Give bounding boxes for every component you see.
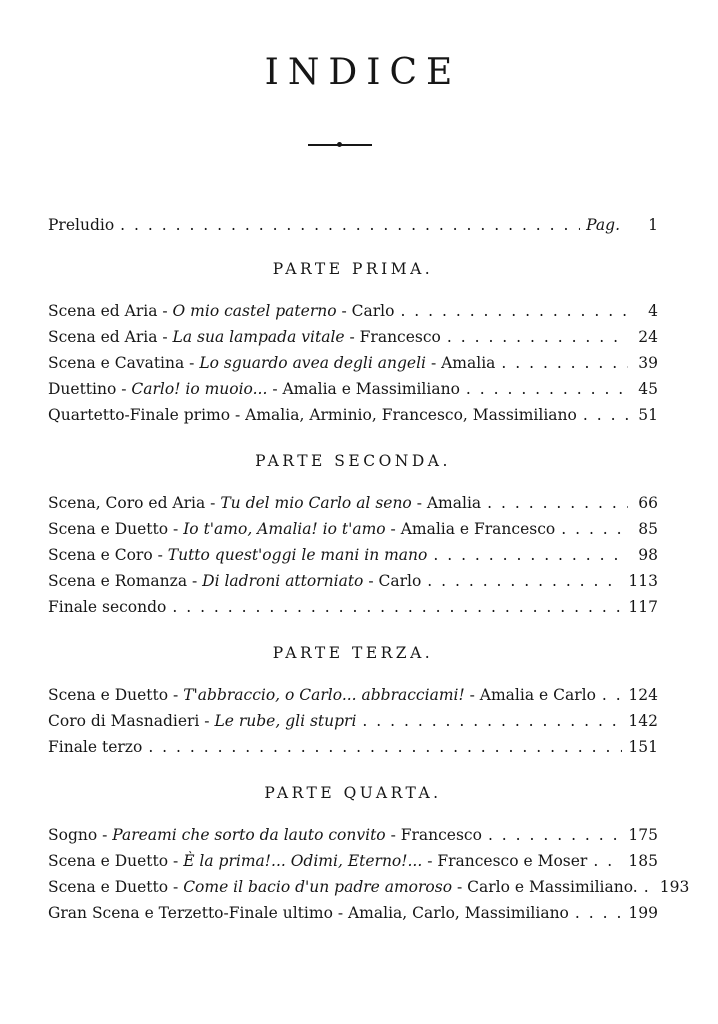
dot-leader bbox=[644, 874, 654, 900]
entry-title: Scena e Duetto - È la prima!... Odimi, Eterno!... - Francesco e Moser bbox=[48, 852, 588, 870]
dot-leader bbox=[427, 568, 622, 594]
entry-title: Finale terzo bbox=[48, 738, 143, 756]
toc-entry bbox=[48, 708, 658, 734]
page-number: 124 bbox=[628, 686, 658, 704]
toc-entry-preludio bbox=[48, 212, 658, 238]
dot-leader bbox=[120, 212, 580, 238]
toc-entry bbox=[48, 298, 658, 324]
page-number: 193 bbox=[659, 878, 690, 896]
entry-title: Scena e Coro - Tutto quest'oggi le mani in mano bbox=[48, 546, 428, 564]
dot-leader bbox=[487, 490, 628, 516]
part-heading: PARTE SECONDA. bbox=[255, 452, 451, 470]
entry-title: Scena e Cavatina - Lo sguardo avea degli angeli - Amalia bbox=[48, 354, 496, 372]
dot-leader bbox=[400, 298, 628, 324]
page-number: 117 bbox=[628, 598, 658, 616]
toc-entry bbox=[48, 682, 658, 708]
toc-entry bbox=[48, 376, 658, 402]
page-number: 98 bbox=[638, 546, 658, 564]
entry-title: Sogno - Pareami che sorto da lauto convito - Francesco bbox=[48, 826, 482, 844]
toc-entry bbox=[48, 900, 658, 926]
page-number: 66 bbox=[638, 494, 658, 512]
entry-title: Scena e Duetto - T'abbraccio, o Carlo... abbracciami! - Amalia e Carlo bbox=[48, 686, 596, 704]
entry-title: Quartetto-Finale primo - Amalia, Arminio, Francesco, Massimiliano bbox=[48, 406, 577, 424]
title-ornament bbox=[308, 144, 372, 146]
page-number: 51 bbox=[638, 406, 658, 424]
entry-title: Duettino - Carlo! io muoio... - Amalia e Massimiliano bbox=[48, 380, 460, 398]
page-number: 24 bbox=[638, 328, 658, 346]
toc-entry bbox=[48, 822, 658, 848]
entry-title: Scena e Duetto - Come il bacio d'un padre amoroso - Carlo e Massimiliano. bbox=[48, 878, 638, 896]
entry-title: Scena e Romanza - Di ladroni attorniato - Carlo bbox=[48, 572, 422, 590]
dot-leader bbox=[148, 734, 622, 760]
page-title: INDICE bbox=[264, 52, 462, 93]
toc-entry bbox=[48, 874, 690, 900]
toc-entry bbox=[48, 402, 658, 428]
page-number: 85 bbox=[638, 520, 658, 538]
dot-leader bbox=[561, 516, 628, 542]
toc-entry bbox=[48, 734, 658, 760]
part-heading: PARTE PRIMA. bbox=[272, 260, 434, 278]
page-number: 199 bbox=[628, 904, 658, 922]
toc-entry bbox=[48, 490, 658, 516]
dot-leader bbox=[583, 402, 628, 428]
dot-leader bbox=[447, 324, 628, 350]
entry-title: Scena e Duetto - Io t'amo, Amalia! io t'amo - Amalia e Francesco bbox=[48, 520, 556, 538]
toc-entry bbox=[48, 594, 658, 620]
page-number: 142 bbox=[628, 712, 658, 730]
page-number: 113 bbox=[628, 572, 658, 590]
entry-title: Preludio bbox=[48, 216, 115, 234]
toc-entry bbox=[48, 516, 658, 542]
part-heading: PARTE TERZA. bbox=[272, 644, 434, 662]
dot-leader bbox=[433, 542, 628, 568]
page-number: 1 bbox=[648, 216, 658, 234]
toc-entry bbox=[48, 542, 658, 568]
entry-title: Coro di Masnadieri - Le rube, gli stupri bbox=[48, 712, 357, 730]
dot-leader bbox=[362, 708, 622, 734]
toc-entry bbox=[48, 324, 658, 350]
page-number: 151 bbox=[628, 738, 658, 756]
page-number: 39 bbox=[638, 354, 658, 372]
toc-entry bbox=[48, 568, 658, 594]
dot-leader bbox=[575, 900, 623, 926]
dot-leader bbox=[488, 822, 622, 848]
dot-leader bbox=[466, 376, 628, 402]
toc-entry bbox=[48, 848, 658, 874]
page-number: 175 bbox=[628, 826, 658, 844]
page-number: 185 bbox=[628, 852, 658, 870]
dot-leader bbox=[593, 848, 622, 874]
dot-leader bbox=[172, 594, 622, 620]
dot-leader bbox=[501, 350, 628, 376]
page-number: 45 bbox=[638, 380, 658, 398]
dot-leader bbox=[602, 682, 622, 708]
pag-label: Pag. bbox=[586, 216, 620, 234]
entry-title: Scena, Coro ed Aria - Tu del mio Carlo al seno - Amalia bbox=[48, 494, 482, 512]
page-number: 4 bbox=[648, 302, 658, 320]
entry-title: Scena ed Aria - O mio castel paterno - Carlo bbox=[48, 302, 395, 320]
table-of-contents bbox=[48, 212, 690, 926]
toc-entry bbox=[48, 350, 658, 376]
entry-title: Gran Scena e Terzetto-Finale ultimo - Amalia, Carlo, Massimiliano bbox=[48, 904, 569, 922]
entry-title: Scena ed Aria - La sua lampada vitale - Francesco bbox=[48, 328, 441, 346]
part-heading: PARTE QUARTA. bbox=[264, 784, 442, 802]
entry-title: Finale secondo bbox=[48, 598, 167, 616]
